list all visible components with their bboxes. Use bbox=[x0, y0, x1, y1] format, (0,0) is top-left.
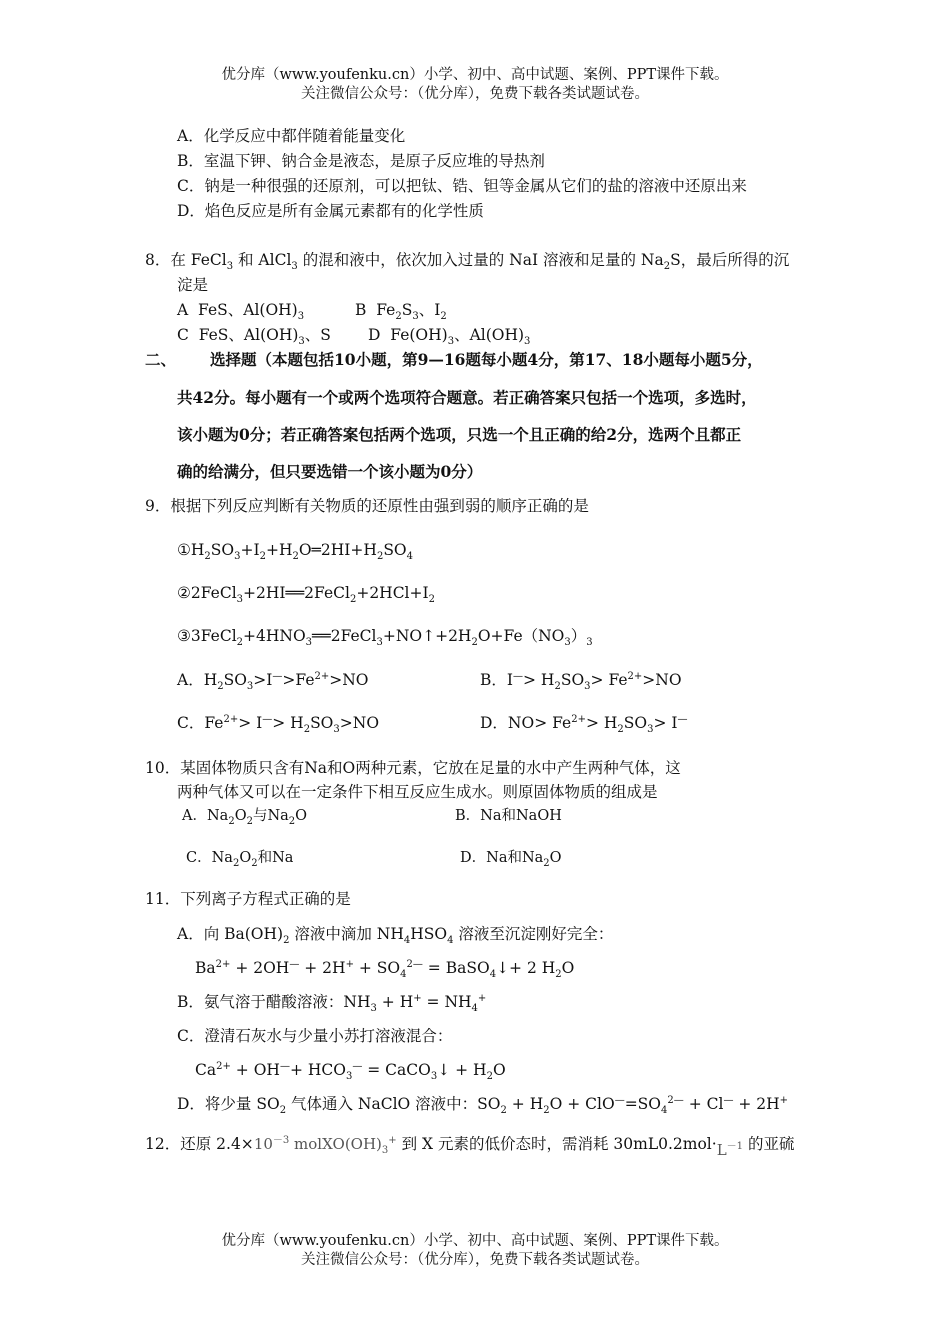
q10-option-c: C．$Na_2O_2$和Na bbox=[186, 850, 294, 869]
page-footer bbox=[0, 1232, 950, 1270]
q12-unit: $L^{-1}$ bbox=[716, 1141, 744, 1159]
q10-stem-1: 10．某固体物质只含有Na和O两种元素，它放在足量的水中产生两种气体，这 bbox=[145, 759, 681, 777]
section-2-line-3: 该小题为0分；若正确答案包括两个选项，只选一个且正确的给2分，选两个且都正 bbox=[177, 425, 742, 444]
q11-equation-a: $Ba^{2+} + 2OH^— + 2H^+ + SO_4^{2—}$ = BaSO$_4$↓+ 2 $H_2O$ bbox=[195, 958, 575, 981]
section-2-number: 二、 bbox=[145, 350, 177, 369]
section-2-line-4: 确的给满分，但只要选错一个该小题为0分） bbox=[177, 462, 483, 481]
q12-number: 12． bbox=[145, 1135, 181, 1153]
q7-option-d: D．焰色反应是所有金属元素都有的化学性质 bbox=[177, 202, 484, 220]
q8-option-c: C FeS、$Al(OH)_3$、S bbox=[177, 326, 331, 348]
q11-option-a: A．向 $Ba(OH)_2$ 溶液中滴加 $NH_4HSO_4$ 溶液至沉淀刚好完全： bbox=[177, 925, 614, 947]
q9-reaction-1: $①H_2SO_3+I_2+H_2O═2HI+H_2SO_4$ bbox=[177, 541, 414, 563]
q9-option-b: B．$I^—> H_2SO_3> Fe^{2+}>NO$ bbox=[480, 670, 682, 693]
q10-option-a: A．$Na_2O_2$与$Na_2O$ bbox=[182, 808, 308, 827]
q11-option-b: B．氨气溶于醋酸溶液：$NH_3 + H^+ = NH_4^+$ bbox=[177, 992, 487, 1015]
q8-option-d: D $Fe(OH)_3$、$Al(OH)_3$ bbox=[368, 326, 531, 348]
section-2-line-1: 选择题（本题包括10小题，第9—16题每小题4分，第17、18小题每小题5分， bbox=[210, 350, 763, 369]
header-line-2: 关注微信公众号：（优分库），免费下载各类试题试卷。 bbox=[301, 86, 649, 102]
q10-option-b: B．Na和NaOH bbox=[455, 808, 562, 824]
q11-option-d: D．将少量 $SO_2$ 气体通入 NaClO 溶液中：$SO_2 + H_2O + ClO^—=SO_4^{2—} + Cl^— + 2H^+$ bbox=[177, 1094, 789, 1117]
section-2-line-2: 共42分。每小题有一个或两个选项符合题意。若正确答案只包括一个选项，多选时， bbox=[177, 388, 757, 407]
q8-number: 8． bbox=[145, 251, 171, 269]
q7-option-b: B．室温下钾、钠合金是液态，是原子反应堆的导热剂 bbox=[177, 152, 545, 170]
q9-reaction-2: $②2FeCl_3+2HI══2FeCl_2+2HCl+I_2$ bbox=[177, 584, 435, 606]
footer-line-1: 优分库（www.youfenku.cn）小学、初中、高中试题、案例、PPT课件下载。 bbox=[221, 1233, 729, 1249]
q11-stem: 11．下列离子方程式正确的是 bbox=[145, 890, 351, 908]
page-header bbox=[0, 66, 950, 104]
q10-option-d: D．Na和$Na_2O$ bbox=[460, 850, 562, 869]
q8-stem-end: 淀是 bbox=[177, 276, 209, 294]
q9-option-d: D．$NO> Fe^{2+}> H_2SO_3> I^—$ bbox=[480, 713, 688, 736]
q10-stem-2: 两种气体又可以在一定条件下相互反应生成水。则原固体物质的组成是 bbox=[177, 783, 658, 801]
q12-stem: 12．还原 $2.4\times 10^{-3}$ $molXO(OH)_3^+$ 到 X 元素的低价态时，需消耗 $30mL0.2mol\cdot L^{-1}$ 的亚硫 bbox=[145, 1135, 795, 1159]
q7-option-a: A．化学反应中都伴随着能量变化 bbox=[177, 127, 406, 145]
q7-option-c: C．钠是一种很强的还原剂，可以把钛、锆、钽等金属从它们的盐的溶液中还原出来 bbox=[177, 177, 747, 195]
q9-option-c: C．$Fe^{2+}> I^—> H_2SO_3>NO$ bbox=[177, 713, 380, 736]
q8-option-a: A FeS、$Al(OH)_3$ bbox=[177, 301, 305, 323]
footer-line-2: 关注微信公众号：（优分库），免费下载各类试题试卷。 bbox=[301, 1252, 649, 1268]
q9-option-a: A．$H_2SO_3>I^—>Fe^{2+}>NO$ bbox=[177, 670, 369, 693]
q8-option-b: B $Fe_2S_3$、$I_2$ bbox=[355, 301, 447, 323]
q9-reaction-3: $③3FeCl_2+4HNO_3══2FeCl_3+NO↑+2H_2O+Fe(NO_3)_3$ bbox=[177, 627, 593, 649]
header-line-1: 优分库（www.youfenku.cn）小学、初中、高中试题、案例、PPT课件下载。 bbox=[221, 67, 729, 83]
q11-option-c: C．澄清石灰水与少量小苏打溶液混合： bbox=[177, 1027, 453, 1045]
q12-formula: $10^{-3}$ $molXO(OH)_3^+$ bbox=[253, 1135, 397, 1156]
q8-stem: 8．在 FeCl$_3$ 和 AlCl$_3$ 的混和液中，依次加入过量的 NaI 溶液和足量的 $Na_2S$，最后所得的沉 bbox=[145, 251, 790, 273]
q9-stem: 9．根据下列反应判断有关物质的还原性由强到弱的顺序正确的是 bbox=[145, 497, 589, 515]
q11-equation-c: $Ca^{2+} + OH^—+ HCO_3^—$ = CaCO$_3$↓ + $H_2O$ bbox=[195, 1060, 506, 1083]
